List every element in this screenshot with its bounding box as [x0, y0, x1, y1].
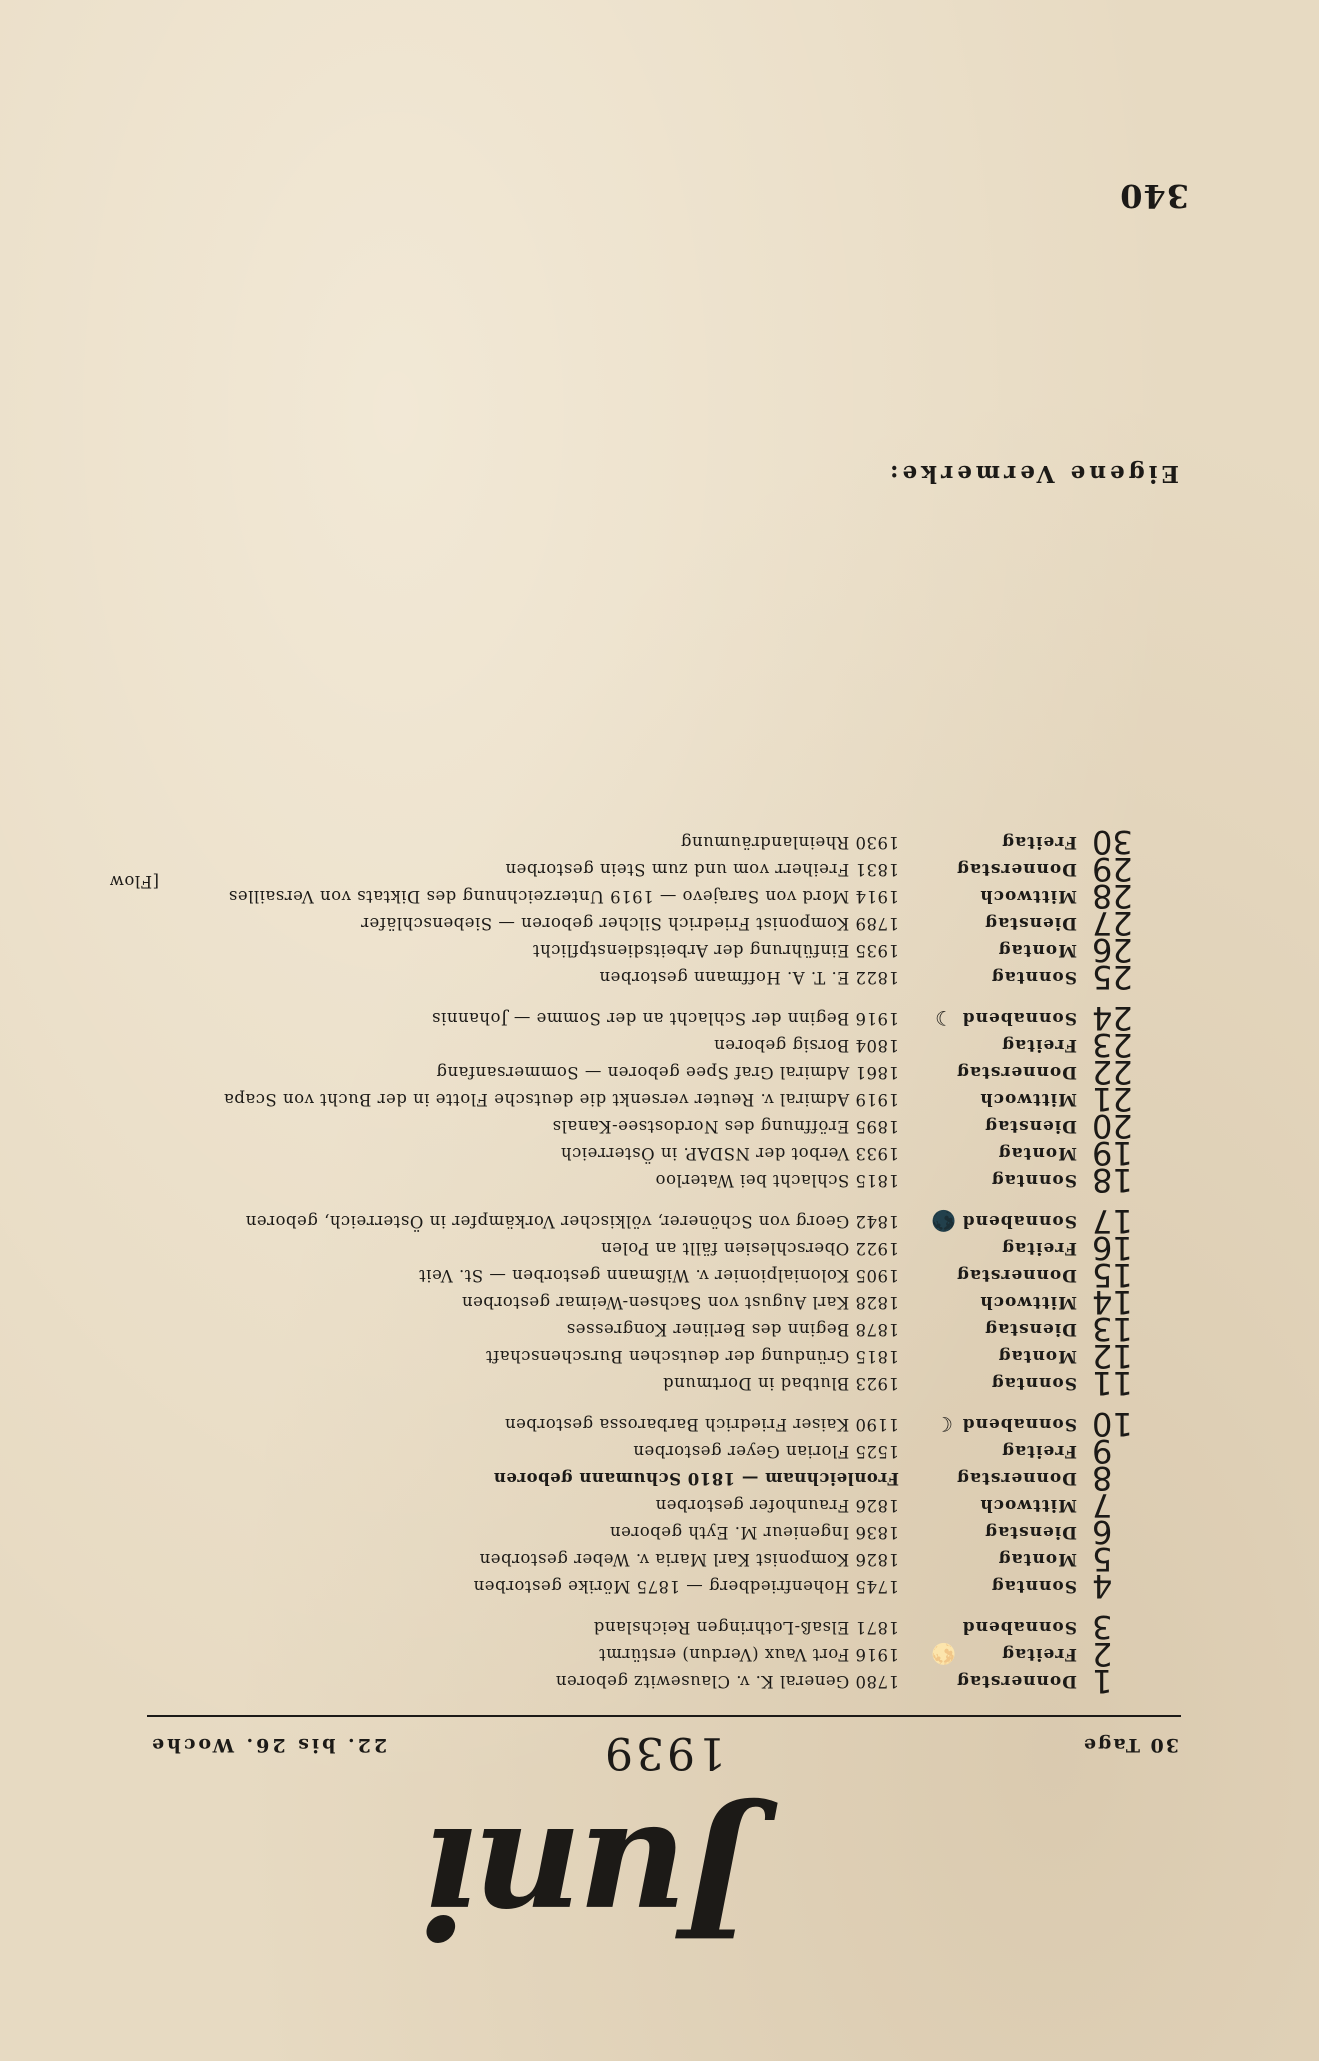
day-events: 1914 Mord von Sarajevo — 1919 Unterzeichnung des Diktats von Versailles — [228, 887, 899, 906]
weekday-label: Sonnabend — [961, 1414, 1077, 1434]
day-number: 3 — [1092, 1608, 1113, 1646]
day-number: 30 — [1092, 823, 1133, 861]
day-events: 1930 Rheinlandräumung — [680, 833, 899, 852]
day-events: 1831 Freiherr vom und zum Stein gestorben — [505, 860, 899, 879]
weekday-label: Donnerstag — [956, 1265, 1077, 1285]
weekday-label: Dienstag — [984, 1319, 1077, 1339]
weekday-label: Donnerstag — [956, 1671, 1077, 1691]
day-number: 13 — [1092, 1310, 1133, 1348]
month-title: Juni — [423, 1793, 755, 1969]
day-events: 1804 Borsig geboren — [713, 1036, 899, 1055]
day-number: 25 — [1092, 958, 1133, 996]
moon-phase-icon: ☾ — [935, 1412, 953, 1436]
weekday-label: Montag — [997, 940, 1077, 960]
weekday-label: Mittwoch — [979, 1292, 1077, 1312]
days-count: 30 Tage — [1081, 1734, 1179, 1756]
day-events: 1922 Oberschlesien fällt an Polen — [600, 1239, 899, 1258]
day-events: 1525 Florian Geyer gestorben — [632, 1442, 899, 1461]
week-range: 22. bis 26. Woche — [149, 1734, 388, 1756]
weekday-label: Mittwoch — [979, 886, 1077, 906]
year: 1939 — [602, 1727, 726, 1778]
day-events: 1780 General K. v. Clausewitz geboren — [555, 1672, 899, 1691]
weekday-label: Montag — [997, 1143, 1077, 1163]
day-events: 1916 Beginn der Schlacht an der Somme — Johannis — [431, 1009, 899, 1028]
notes-heading: Eigene Vermerke: — [886, 460, 1179, 487]
day-number: 12 — [1092, 1337, 1133, 1375]
weekday-label: Dienstag — [984, 913, 1077, 933]
day-number: 10 — [1092, 1405, 1133, 1443]
day-events: 1745 Hohenfriedberg — 1875 Mörike gestorben — [473, 1577, 899, 1596]
moon-phase-icon: ☽ — [935, 1006, 953, 1030]
weekday-label: Sonnabend — [961, 1008, 1077, 1028]
moon-phase-icon: 🌑 — [931, 1209, 956, 1233]
weekday-label: Sonntag — [990, 1170, 1077, 1190]
day-events: 1828 Karl August von Sachsen-Weimar gestorben — [461, 1293, 899, 1312]
day-events: 1933 Verbot der NSDAP. in Österreich — [560, 1144, 899, 1163]
day-number: 2 — [1092, 1635, 1113, 1673]
day-number: 29 — [1092, 850, 1133, 888]
day-events: 1789 Komponist Friedrich Silcher geboren — Siebenschläfer — [360, 914, 899, 933]
weekday-label: Donnerstag — [956, 1062, 1077, 1082]
day-number: 28 — [1092, 877, 1133, 915]
day-number: 20 — [1092, 1107, 1133, 1145]
day-events: 1836 Ingenieur M. Eyth geboren — [609, 1523, 899, 1542]
day-number: 22 — [1092, 1053, 1133, 1091]
day-events: 1895 Eröffnung des Nordostsee-Kanals — [552, 1117, 899, 1136]
day-entry — [0, 822, 1319, 862]
weekday-label: Montag — [997, 1346, 1077, 1366]
day-events: 1905 Kolonialpionier v. Wißmann gestorben — St. Veit — [418, 1266, 899, 1285]
weekday-label: Sonnabend — [961, 1211, 1077, 1231]
day-number: 21 — [1092, 1080, 1133, 1118]
day-number: 27 — [1092, 904, 1133, 942]
weekday-label: Freitag — [1001, 1644, 1077, 1664]
day-number: 23 — [1092, 1026, 1133, 1064]
day-events: 1923 Blutbad in Dortmund — [662, 1374, 899, 1393]
day-number: 14 — [1092, 1283, 1133, 1321]
weekday-label: Sonntag — [990, 1576, 1077, 1596]
day-events: Fronleichnam — 1810 Schumann geboren — [493, 1469, 899, 1488]
day-events: 1842 Georg von Schönerer, völkischer Vorkämpfer in Österreich, geboren — [245, 1212, 899, 1231]
day-number: 8 — [1092, 1459, 1113, 1497]
day-events: 1916 Fort Vaux (Verdun) erstürmt — [598, 1645, 899, 1664]
day-number: 5 — [1092, 1540, 1113, 1578]
day-number: 19 — [1092, 1134, 1133, 1172]
weekday-label: Mittwoch — [979, 1089, 1077, 1109]
day-events: 1190 Kaiser Friedrich Barbarossa gestorben — [504, 1415, 899, 1434]
day-events: 1826 Fraunhofer gestorben — [655, 1496, 899, 1515]
weekday-label: Montag — [997, 1549, 1077, 1569]
day-number: 9 — [1092, 1432, 1113, 1470]
day-entry — [0, 1201, 1319, 1241]
day-number: 15 — [1092, 1256, 1133, 1294]
weekday-label: Freitag — [1001, 832, 1077, 852]
day-number: 17 — [1092, 1202, 1133, 1240]
day-number: 6 — [1092, 1513, 1113, 1551]
weekday-label: Dienstag — [984, 1116, 1077, 1136]
day-number: 24 — [1092, 999, 1133, 1037]
day-number: 11 — [1092, 1364, 1133, 1402]
day-number: 26 — [1092, 931, 1133, 969]
day-events: 1815 Schlacht bei Waterloo — [655, 1171, 899, 1190]
weekday-label: Sonntag — [990, 1373, 1077, 1393]
weekday-label: Mittwoch — [979, 1495, 1077, 1515]
day-number: 4 — [1092, 1567, 1113, 1605]
day-number: 7 — [1092, 1486, 1113, 1524]
continuation-text: [Flow — [109, 872, 159, 891]
day-events: 1871 Elsaß-Lothringen Reichsland — [593, 1618, 899, 1637]
weekday-label: Sonnabend — [961, 1617, 1077, 1637]
weekday-label: Donnerstag — [956, 1468, 1077, 1488]
weekday-label: Donnerstag — [956, 859, 1077, 879]
day-events: 1935 Einführung der Arbeitsdienstpflicht — [532, 941, 899, 960]
day-events: 1919 Admiral v. Reuter versenkt die deutsche Flotte in der Bucht von Scapa — [223, 1090, 899, 1109]
day-events: 1822 E. T. A. Hoffmann gestorben — [599, 968, 899, 987]
day-number: 18 — [1092, 1161, 1133, 1199]
day-entry — [0, 998, 1319, 1038]
page-number: 340 — [1119, 177, 1189, 215]
day-events: 1878 Beginn des Berliner Kongresses — [566, 1320, 899, 1339]
day-number: 16 — [1092, 1229, 1133, 1267]
weekday-label: Freitag — [1001, 1441, 1077, 1461]
day-entry — [0, 1607, 1319, 1647]
moon-phase-icon: 🌕 — [931, 1642, 956, 1666]
weekday-label: Freitag — [1001, 1035, 1077, 1055]
day-events: 1861 Admiral Graf Spee geboren — Sommersanfang — [435, 1063, 899, 1082]
weekday-label: Dienstag — [984, 1522, 1077, 1542]
weekday-label: Sonntag — [990, 967, 1077, 987]
day-events: 1815 Gründung der deutschen Burschenschaft — [485, 1347, 899, 1366]
day-events: 1826 Komponist Karl Maria v. Weber gestorben — [479, 1550, 899, 1569]
weekday-label: Freitag — [1001, 1238, 1077, 1258]
day-number: 1 — [1092, 1662, 1113, 1700]
day-entry — [0, 1404, 1319, 1444]
